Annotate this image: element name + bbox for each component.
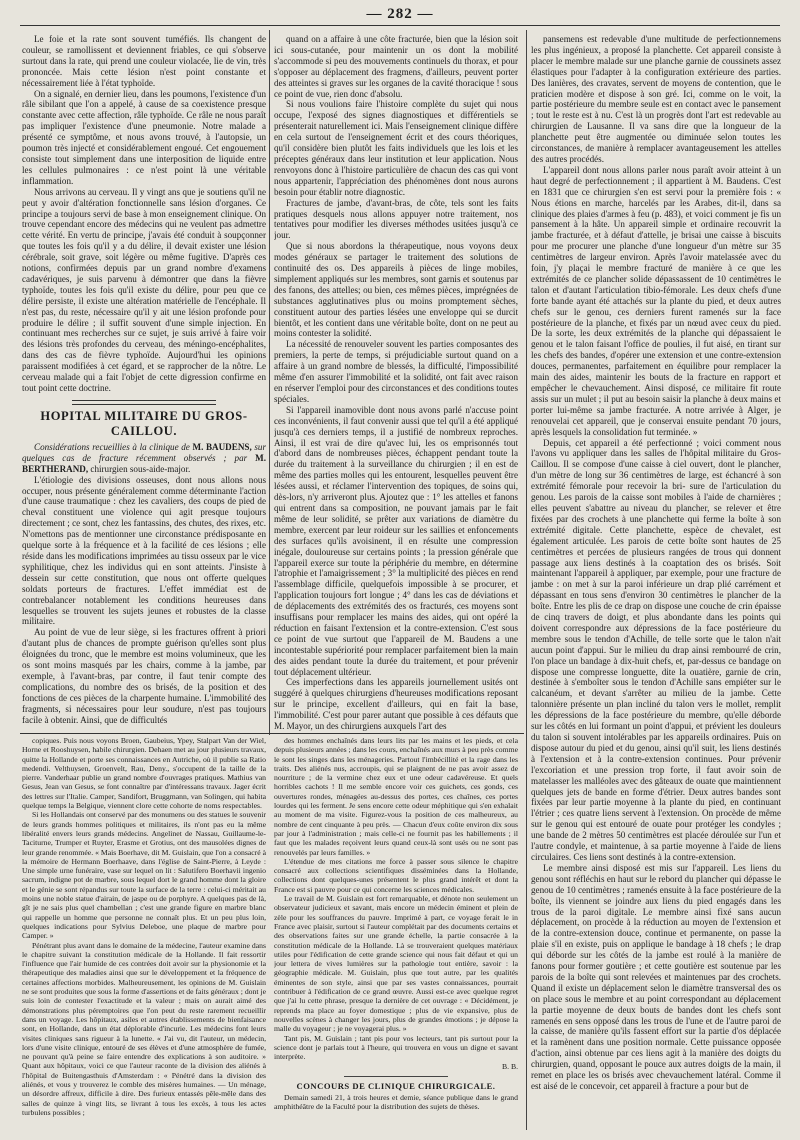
footnote-column-1 bbox=[22, 736, 266, 1136]
page-number: — 282 — bbox=[366, 6, 434, 22]
paragraph: Nous arrivons au cerveau. Il y vingt ans que je soutiens qu'il ne peut y avoir d'altération fonctionnelle sans lésion d'organes. Ce principe a toujours servi de base à mon enseignement clinique. On trouve cependant encore des médecins qui ne veulent pas admettre cette vérité. En vertu de principe, j'avais été conduit à soupçonner que toutes les fois qu'il y a du délire, il devait exister une lésion cérébrale, soit grave, soit légère ou même fugitive. D'après ces notions, confirmées depuis par un grand nombre d'examens cadavériques, je suis parvenu à démontrer que dans la fièvre typhoïde, toutes les fois qu'il existe du délire, pour peu que ce délire persiste, il existe une altération matérielle de l'encéphale. Il n'est pas, du reste, nécessaire qu'il y ait une lésion profonde pour produire le délire ; il suffit souvent d'une simple injection. En continuant mes recherches sur ce sujet, je suis arrivé à faire voir des lésions très profondes du cerveau, des méningo-encéphalites, dans des cas de fièvre typhoïde. Aujourd'hui les opinions paraissent modifiées à cet égard, et se rapprocher de la nôtre. Le cerveau malade qui a fait l'objet de cette digression confirme en tout point cette doctrine. bbox=[22, 186, 266, 393]
footnote-column-2 bbox=[274, 736, 518, 1136]
announcement-text: Demain samedi 21, à trois heures et demie, séance publique dans le grand amphithéâtre de la Faculté pour la distribution des sujets de thèses. bbox=[274, 1092, 518, 1112]
paragraph: Fractures de jambe, d'avant-bras, de côte, tels sont les faits pratiques desquels nous allons appuyer notre traitement, nos tentatives pour modifier les diverses méthodes usitées jusqu'à ce jour. bbox=[274, 197, 518, 241]
paragraph: pansemens est redevable d'une multitude de perfectionnemens les plus ingénieux, a proposé la planchette. Cet appareil consiste à placer le membre malade sur une planche garnie de coussinets assez élastiques pour l'adapter à la configuration extérieure des parties. Des lanières, des cravates, servent de moyens de contention, que le praticien modère et dispose à son gré. Ici, comme on le voit, la partie postérieure du membre seule est en contact avec le pansement ; tout le reste est à nu. C'est là un progrès dont l'art est redevable au chirurgien de Lausanne. Il va sans dire que la longueur de la planchette peut être augmentée ou diminuée selon toutes les circonstances, de manière à remplacer avantageusement les attelles des autres procédés. bbox=[531, 34, 781, 164]
paragraph: Ces imperfections dans les appareils journellement usités ont suggéré à quelques chirurgiens d'heureuses modifications reposant sur le principe, excellent d'ailleurs, qui en fait la base, l'immobilité. C'est pour parer autant que possible à ces défauts que M. Mayor, un des chirurgiens auxquels l'art des bbox=[274, 677, 518, 732]
footnote-paragraph: L'étendue de mes citations me force à passer sous silence le chapitre consacré aux collections scientifiques disséminées dans la Hollande, collections dont quelques-unes présentent le plus grand intérêt et dont la France est si pauvre pour ce qui concerne les sciences médicales. bbox=[274, 856, 518, 894]
paragraph: Depuis, cet appareil a été perfectionné ; voici comment nous l'avons vu appliquer dans les salles de l'hôpital militaire du Gros-Caillou. Il se compose d'une caisse à ciel ouvert, dont le plancher, d'un mètre de long sur 36 centimètres de large, est échancré à son extrémité fémorale pour recevoir la bri- sure de l'articulation du genou. Les parois de la caisse sont mobiles à l'aide de charnières ; elles peuvent s'abattre au niveau du plancher, se relever et être fixées par des crochets à une planchette qui ferme la boîte à son extrémité digitale. Cette planchette, espèce de chevalet, est également articulée. Les parois de cette boîte sont hautes de 25 centimètres et percées de plusieurs rangées de trous qui donnent passage aux liens destinés à la coaptation des os brisés. Soit maintenant l'appareil à appliquer, par exemple, pour une fracture de jambe : on met à sur la paroi inférieure un drap plié carrément et dépassant en tous sens d'environ 30 centimètres le plancher de la boîte. Entre les plis de ce drap on dispose une couche de crin épaisse de cinq travers de doigt, et plus abondante dans les points qui doivent correspondre aux dépressions de la face postérieure du membre sous le tendon d'Achille, de telle sorte que le talon n'ait aucun point d'appui. Sur le milieu du drap ainsi rembourré de crin, l'on place un bandage à dix-huit chefs, et, par-dessus ce bandage on dispose une compresse longuette, dite la ouatière, garnie de crin, destinée à s'emboîter sous le tendon d'Achille sans empiéter sur le calcanéum, et devant s'arrêter au milieu de la jambe. Cette talonnière présente un plan incliné du talon vers le mollet, remplit les dépressions de la face postérieure du membre, qu'elle déborde sur les côtés en lui formant un point d'appui, et prévient les douleurs du talon si souvent intolérables par les appareils ordinaires. Puis on dispose autour du pied et du genou, ainsi qu'il suit, les liens destinés à l'extension et à la contre-extension continues. Pour prévenir l'excoriation et une pression trop forte, il faut avoir soin de matelasser les malléoles avec des gâteaux de ouate que maintiennent quelques jets de bande en forme d'étrier. Deux autres bandes sont fixées par leur partie moyenne à la plante du pied, en continuant l'étrier ; ces quatre liens servent à l'extension. On procède de même sur le genou qui est entouré de ouate pour protéger les condyles ; une bande de 2 mètres 50 centimètres est placée déroulée sur l'un et l'autre condyle, et maintenue, à sa partie moyenne à l'aide de liens circulaires. Ces liens sont destinés à la contre-extension. bbox=[531, 437, 781, 862]
column-3 bbox=[531, 34, 781, 1130]
paragraph: Au point de vue de leur siège, si les fractures offrent à priori d'autant plus de chances de prompte guérison qu'elles sont plus éloignées du tronc, que le membre est moins volumineux, que les os sont moins masqués par les chairs, comme à la jambe, par exemple, à l'avant-bras, par contre, il faut tenir compte des complications, du nombre des os brisés, de la position et des fonctions de ces pièces de la charpente humaine. L'immobilité des fragments, si nécessaires pour leur soudure, n'est pas toujours facile à obtenir. Ainsi, que de difficultés bbox=[22, 627, 266, 725]
paragraph: Que si nous abordons la thérapeutique, nous voyons deux modes généraux se partager le traitement des solutions de continuité des os. Des appareils à pièces de linge mobiles, simplement appliqués sur les membres, sont garnis et soutenus par des fanons, des attelles; ou bien, ces mêmes pièces, imprégnées de substances agglutinatives plus ou moins promptement sèches, constituent autour des parties lésées une enveloppe qui se durcit bientôt, et les contient dans une véritable boîte, dont on ne peut au moins contester la solidité. bbox=[274, 241, 518, 339]
section-divider bbox=[72, 400, 216, 405]
announcement-title: CONCOURS DE CLINIQUE CHIRURGICALE. bbox=[296, 1080, 496, 1091]
column-2 bbox=[274, 34, 518, 734]
paragraph: Le foie et la rate sont souvent tuméfiés. Ils changent de couleur, se ramollissent et deviennent friables, ce qui s'observe surtout dans la rate, qui prend une couleur violacée, lie de vin, très prononcée. Mais cette lésion n'est point constante et nécessairement liée à l'état typhoïde. bbox=[22, 34, 266, 88]
deck-author: M. BAUDENS, bbox=[192, 441, 252, 452]
paragraph: Si l'appareil inamovible dont nous avons parlé n'accuse point ces inconvénients, il faut convenir aussi que tel qu'il a été appliqué jusqu'à ces derniers temps, il a justifié de nombreux reproches. Ainsi, il est vrai de dire qu'avec lui, les os emprisonnés tout d'abord dans de nombreuses pièces, échappent pendant toute la durée du traitement à la surveillance du chirurgien ; il en est de même des parties molles qui les entourent, lesquelles peuvent être lésées aussi, et réclamer l'intervention des topiques, de soins qui, dès-lors, n'y arriveront plus. Ajoutez que : 1° les attelles et fanons qui entrent dans sa composition, ne pouvant jamais par le fait même de leur solidité, se prêter aux variations de diamètre du membre, exercent par leur roideur sur les saillies et enfoncements des surfaces qu'ils avoisinent, il en résulte une compression inégale, douloureuse sur certains points ; la pression générale que l'appareil exerce sur toute la périphérie du membre, en détermine l'atrophie et l'amaigrissement ; 3° la multiplicité des pièces en rend l'assemblage difficile, quelquefois impossible à se procurer, et l'application toujours fort longue ; 4° dans les cas de déviations et de déplacements des extrémités des os fracturés, ces moyens sont insuffisans pour remplacer les mains des aides, qui ont opéré la réduction en faisant l'extension et la contre-extension. C'est sous ce point de vue surtout que l'appareil de M. Baudens a une incontestable supériorité pour remplacer parfaitement bien la main des aides pendant toute la durée du traitement, et pour prévenir tout déplacement ultérieur. bbox=[274, 404, 518, 677]
deck-text: Considérations recueillies à la clinique de bbox=[34, 441, 190, 452]
signature: B. B. bbox=[501, 1062, 518, 1072]
paragraph: L'étiologie des divisions osseuses, dont nous allons nous occuper, nous présente généralement comme déterminante l'action d'une cause traumatique : chez les cavaliers, des coups de pied de cheval constituent une violence qui agit presque toujours directement ; ce sont, chez les fantassins, des chutes, des rixes, etc. N'omettons pas de mentionner une circonstance prédisposante en quelque sorte à la fréquence et à la facilité de ces lésions ; elle réside dans les modifications imprimées au tissu osseux par le vice syphilitique, chez les individus qui en sont atteints. J'insiste à dessein sur cette constitution, que nous ont offerte quelques soldats porteurs de fractures. L'effet immédiat est de contrebalancer notablement les conditions heureuses dans lesquelles se trouvent les sujets jeunes et robustes de la classe militaire. bbox=[22, 474, 266, 627]
header-rule bbox=[20, 25, 780, 26]
article-deck bbox=[22, 442, 266, 475]
column-separator bbox=[526, 30, 527, 1130]
paragraph: La nécessité de renouveler souvent les parties composantes des premiers, la perte de temps, si préjudiciable surtout quand on a affaire à un grand nombre de blessés, la difficulté, l'impossibilité même d'en assurer l'immobilité et la solidité, ont fait avec raison en réserver l'emploi pour des circonstances et des conditions toutes spéciales. bbox=[274, 339, 518, 404]
paragraph: On a signalé, en dernier lieu, dans les poumons, l'existence d'un râle sibilant que l'on a appelé, à cause de sa coexistence presque constante avec cette affection, râle typhoïde. Ce râle ne nous paraît pas impliquer l'existence d'une pneumonie. Notre malade a présenté ce symptôme, et nous avons trouvé, à l'autopsie, un poumon très injecté et considérablement engoué. Cet engouement consiste tout simplement dans une interposition de liquide entre les cellules pulmonaires : ce n'est point là une véritable inflammation. bbox=[22, 88, 266, 186]
paragraph: L'appareil dont nous allons parler nous paraît avoir atteint à un haut degré de perfectionnement ; il appartient à M. Baudens. C'est en 1831 que ce chirurgien s'en est servi pour la première fois : « Nous étions en marche, harcelés par les Arabes, dit-il, dans sa clinique des plaies d'armes à feu (p. 483), et voici comment je fis un pansement à la hâte. Un appareil simple et ordinaire recouvrit la jambe fracturée, et à défaut d'attelle, je brisai une caisse à biscuits pour me procurer une planche d'une longueur d'un mètre sur 35 centimètres de largeur environ. Après l'avoir matelassée avec du foin, j'y plaçai le membre fracturé de manière à ce que les extrémités de ce plancher solide dépassassent de 10 centimètres le talon et d'autant l'articulation tibio-fémorale. Les deux chefs d'une forte bande ayant été attachés sur la plante du pied, et deux autres chefs sur le genou, ces derniers furent ramenés sur la face postérieure de la planche, et fixés par un nœud avec ceux du pied. De la sorte, les deux extrémités de la planche qui dépassaient le genou et le talon faisant l'office de poulies, il fut aisé, en tirant sur les chefs des bandes, d'opérer une extension et une contre-extension douces, permanentes, parfaitement en équilibre pour remplacer la main des aides, maintenir les bouts de la fracture en rapport et empêcher le chevauchement. Ainsi disposé, ce militaire fit route assis sur un mulet ; il put au besoin saisir la planche à deux mains et porter lui-même sa jambe fracturée. A notre arrivée à Alger, je renouvelai cet appareil, que je conservai ensuite pendant 70 jours, après lesquels la consolidation fut terminée. » bbox=[531, 164, 781, 437]
footnote-rule bbox=[20, 733, 524, 734]
footnote-paragraph: Si les Hollandais ont conservé par des monumens ou des statues le souvenir de leurs grands hommes politiques et militaires, ils n'ont pas eu la même libéralité envers leurs grands médecins. Angelinet de Nassau, Guillaume-le-Taciturne, Trumper et Ruyter, Erasme et Grotius, ont des mausolées dignes de leur grande renommée. « Mais Boerhave, dit M. Guislain, que l'on a consacré à la mémoire de Hermann Boerhaave, dans l'église de Saint-Pierre, à Leyde : Une simple urne funéraire, vase sur lequel on lit : Salutifero Boerhavii ingenio sacrum, indigne pot de marbre, sous lequel dort le grand homme dont la gloire et le génie se sont répandus sur toute la surface de la terre : celui-ci méritait au moins une noble statue d'airain, de jaspe ou de porphyre. A quelques pas de là, gît je ne sais plus quel chambellan ; c'est une grande figure en marbre blanc qui rappelle un homme que personne ne connaît plus. Et un peu plus loin, quelques indications pour Sylvius Deleboe, une plaque de marbre pour Camper. » bbox=[22, 810, 266, 941]
deck-author-2: M. BERTHERAND, bbox=[22, 452, 266, 474]
paragraph: quand on a affaire à une côte fracturée, bien que la lésion soit ici sous-cutanée, pour maintenir un os dont la mobilité s'accommode si peu des mouvements continuels du thorax, et pour s'opposer au déplacement des fragmens, d'ailleurs, peuvent porter des atteintes si graves sur les organes de la cavité thoracique ! sous ce point de vue, rien donc d'absolu. bbox=[274, 34, 518, 99]
column-separator bbox=[269, 30, 270, 735]
section-title: HOPITAL MILITAIRE DU GROS-CAILLOU. bbox=[40, 408, 248, 438]
deck-affiliation: chirurgien sous-aide-major. bbox=[90, 463, 191, 474]
deck-text-2: sur quelques cas de fracture récemment observés ; par bbox=[22, 441, 266, 463]
footnote-paragraph: des hommes enchaînés dans leurs lits par les mains et les pieds, et cela depuis plusieurs années ; dans les cours, enchaînés aux murs à peu près comme le sont les singes dans les ménageries. Partout l'imbécillité et la rage dans les traits. Des aliénés nus, accroupis, qui se plaignent de ne pas avoir assez de nourriture ; de la vermine chez eux et une odeur cadavéreuse. Et quels horribles cachots ! Il me semble encore voir ces guichets, ces gonds, ces ouvertures rondes, ménagées au-dessus des portes, ces chaînes, ces portes lourdes qui les ferment. Je sens encore cette odeur méphitique qui s'en exhalait au moment de ma visite. Figurez-vous la position de ces malheureux, au nombre de cent cinquante à peu près. — Chacun d'eux coûte environ dix sous par jour à l'administration ; mais celle-ci ne fournit pas les habillements ; il faut que les malades reçoivent leurs quand ceux-là sont usés ou ne sont pas renouvelés par leurs familles. » bbox=[274, 736, 518, 857]
column-1 bbox=[22, 34, 266, 734]
announcement-divider bbox=[344, 1076, 448, 1077]
paragraph: Si nous voulions faire l'histoire complète du sujet qui nous occupe, l'exposé des signes diagnostiques et différentiels se présenterait naturellement ici. Mais l'enseignement clinique diffère en cela surtout de l'enseignement écrit et des cours théoriques, qu'il considère bien plutôt les faits individuels que les lois et les préceptes généraux dans leur institution et leur application. Nous renvoyons donc à l'histoire particulière de chacun des cas qui vont nous appartenir, l'appréciation des phénomènes dont nous aurons besoin pour établir notre diagnostic. bbox=[274, 99, 518, 197]
footnote-paragraph: copiques. Puis nous voyons Broen, Gaubeius, Ypey, Stalpart Van der Wiel, Horne et Rooshuysen, habile chirurgien. Dehaen met au jour plusieurs travaux, quitte la Hollande et porte ses connaissances en Autriche, où il publie sa Ratio medendi. Velthuysen, Groenvelt, Rau, Deny., s'occupent de la taille de la pierre. Vanderhaar publie un grand nombre d'ouvrages pratiques. Mathius van Gesus, Jean van Gesus, se font connaître par d'intéressans travaux. Jager écrit des lettres sur l'Italie. Camper, Sandifort, Bruggmann, van Solingen, qui habita quelque temps la Belgique, viennent clore cette cohorte de noms respectables. bbox=[22, 736, 266, 811]
footnote-paragraph: Pénétrant plus avant dans le domaine de la médecine, l'auteur examine dans le chapitre suivant la constitution médicale de la Hollande. Il fait ressortir l'influence que l'air humide de ces contrées doit avoir sur la physionomie et la thérapeutique des maladies ainsi que sur le développement et la fréquence de certaines affections morbides. Malheureusement, les opinions de M. Guislain ne se sont produites que sous la forme d'assertions et de faits généraux ; dont je suis loin de contester l'exactitude et la valeur ; mais on aurait aimé des démonstrations plus péremptoires que l'on peut du reste rarement recueillir dans un voyage. Les hôpitaux, asiles et autres établissements de bienfaisance sont, en Hollande, dans un état déplorable d'incurie. Les médecins font leurs visites cliniques sans rigueur à la lunette. « J'ai vu, dit l'auteur, un médecin, lors d'une visite clinique, entouré de ses élèves et d'une atmosphère de fumée, ne pouvant qu'à peine se faire entendre des explications à son auditoire. » Quant aux hôpitaux, voici ce que l'auteur raconte de la division des aliénés à l'hôpital de Buitengasthuis d'Amsterdam : « Pénétré dans la division des aliénés, et vous y trouverez le comble des misères humaines. — Un ménage, un désordre affreux, difficile à dire. Des furieux entassés pêle-mêle dans des salles de quinze à vingt lits, se livrant à tous les excès, à tous les actes turbulens possibles ; bbox=[22, 940, 266, 1117]
footnote-paragraph: Le travail de M. Guislain est fort remarquable, et dénote non seulement un observateur judicieux et savant, mais encore un médecin éminent et plein de zèle pour les souffrances du pauvre. Imprimé à part, ce voyage ferait le in France avec plaisir, surtout si l'auteur complétait par des documents certains et des observations faites sur une grande échelle, la partie consacrée à la constitution médicale de la Hollande. Là se trouveraient quelques matériaux utiles pour l'édification de cette grande science qui nous fait défaut et qui un jour lettera de vives lumières sur la pathologie tout entière, savoir : la géographie médicale. M. Guislain, plus que tout autre, par les qualités éminentes de son style, ainsi que par ses vastes connaissances, pourrait contribuer à l'édification de ce grand œuvre. Aussi est-ce avec quelque regret que j'ai lu cette phrase, presque la dernière de cet ouvrage : « Décidément, je reprends ma place au foyer domestique ; plus de vie expansive, plus de nouvelles scènes à changer les jours, plus de grandes émotions ; je dépose la malle du voyageur ; je ne voyagerai plus. » bbox=[274, 894, 518, 1034]
paragraph: Le membre ainsi disposé est mis sur l'appareil. Les liens du genou sont réfléchis en haut sur le rebord du plancher qui dépasse le genou de 10 centimètres ; ramenés ensuite à la face postérieure de la boîte, ils viennent se joindre aux liens du pied engagés dans les trous de la paroi digitale. Le membre ainsi fixé sans aucun déplacement, on procède à la réduction au moyen de l'extension et de la contre-extension douce, continue et permanente, on passe la plaie s'il en existe, puis on applique le bandage à 18 chefs ; le drap qui déborde sur les côtés de la jambe est roulé à la manière de fanons pour former goutière ; et cette goutière est soutenue par les parois de la boîte qui sont relevées et maintenues par des crochets. Quand il existe un déplacement selon le diamètre transversal des os on place sous le membre et au point correspondant au déplacement la partie moyenne de deux bouts de bandes dont les chefs sont ramenés en sens opposé dans les trous de l'une et de l'autre paroi de la caisse, de manière qu'ils fassent effort sur la partie d'os déplacée et la ramènent dans une position normale. Cette puissance opposée d'action, ainsi obtenue par ces liens agit à la manière des doigts du chirurgien, quand, opposant le pouce aux autres doigts de la main, il remet en place les os brisés avec chevauchement latéral. Comme il est aisé de le concevoir, cet appareil à fracture a pour but de bbox=[531, 862, 781, 1091]
footnote-paragraph: Tant pis, M. Guislain ; tant pis pour vos lecteurs, tant pis surtout pour la science dont je parlais tout à l'heure, qui trouvera en vous un digne et savant interprète. bbox=[274, 1033, 518, 1062]
